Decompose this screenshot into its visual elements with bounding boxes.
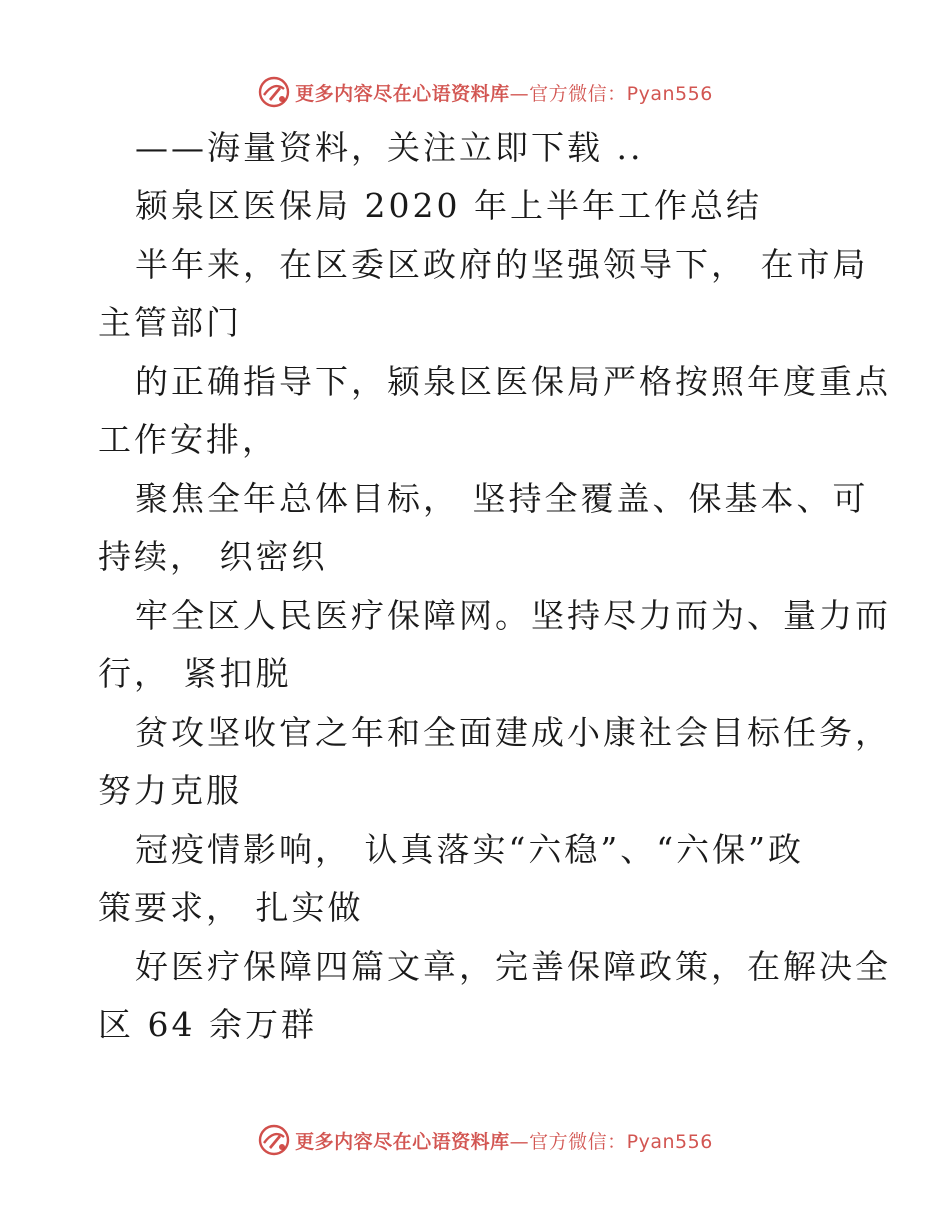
paragraph-line: 贫攻坚收官之年和全面建成小康社会目标任务， [135,713,891,752]
promo-line: ——海量资料，关注立即下载 .. [135,128,644,167]
brand-logo-icon [257,1123,291,1157]
paragraph-line: 努力克服 [98,771,242,810]
watermark-tail: 官方微信：Pyan556 [529,1130,713,1153]
paragraph-line: 策要求， 扎实做 [98,888,364,927]
watermark-dash: — [509,82,530,105]
paragraph-line: 牢全区人民医疗保障网。坚持尽力而为、量力而 [135,596,891,635]
document-title: 颍泉区医保局 2020 年上半年工作总结 [135,186,762,225]
brand-logo-icon [257,75,291,109]
paragraph-line: 工作安排， [98,420,278,459]
paragraph-line: 半年来，在区委区政府的坚强领导下， 在市局 [135,245,869,284]
watermark-text [295,1127,713,1154]
paragraph-line: 行， 紧扣脱 [98,654,292,693]
watermark-dash: — [509,1130,530,1153]
paragraph-line: 持续， 织密织 [98,537,328,576]
header-watermark-banner [0,72,950,112]
paragraph-line: 区 64 余万群 [98,1005,317,1044]
watermark-text [295,79,713,106]
paragraph-line: 的正确指导下，颍泉区医保局严格按照年度重点 [135,362,891,401]
paragraph-line: 聚焦全年总体目标， 坚持全覆盖、保基本、可 [135,479,869,518]
footer-watermark-banner [0,1120,950,1160]
paragraph-line: 冠疫情影响， 认真落实“六稳”、“六保”政 [135,830,804,869]
paragraph-line: 主管部门 [98,303,242,342]
paragraph-line: 好医疗保障四篇文章，完善保障政策，在解决全 [135,947,891,986]
watermark-lead: 更多内容尽在心语资料库 [295,1130,510,1153]
watermark-tail: 官方微信：Pyan556 [529,82,713,105]
watermark-lead: 更多内容尽在心语资料库 [295,82,510,105]
